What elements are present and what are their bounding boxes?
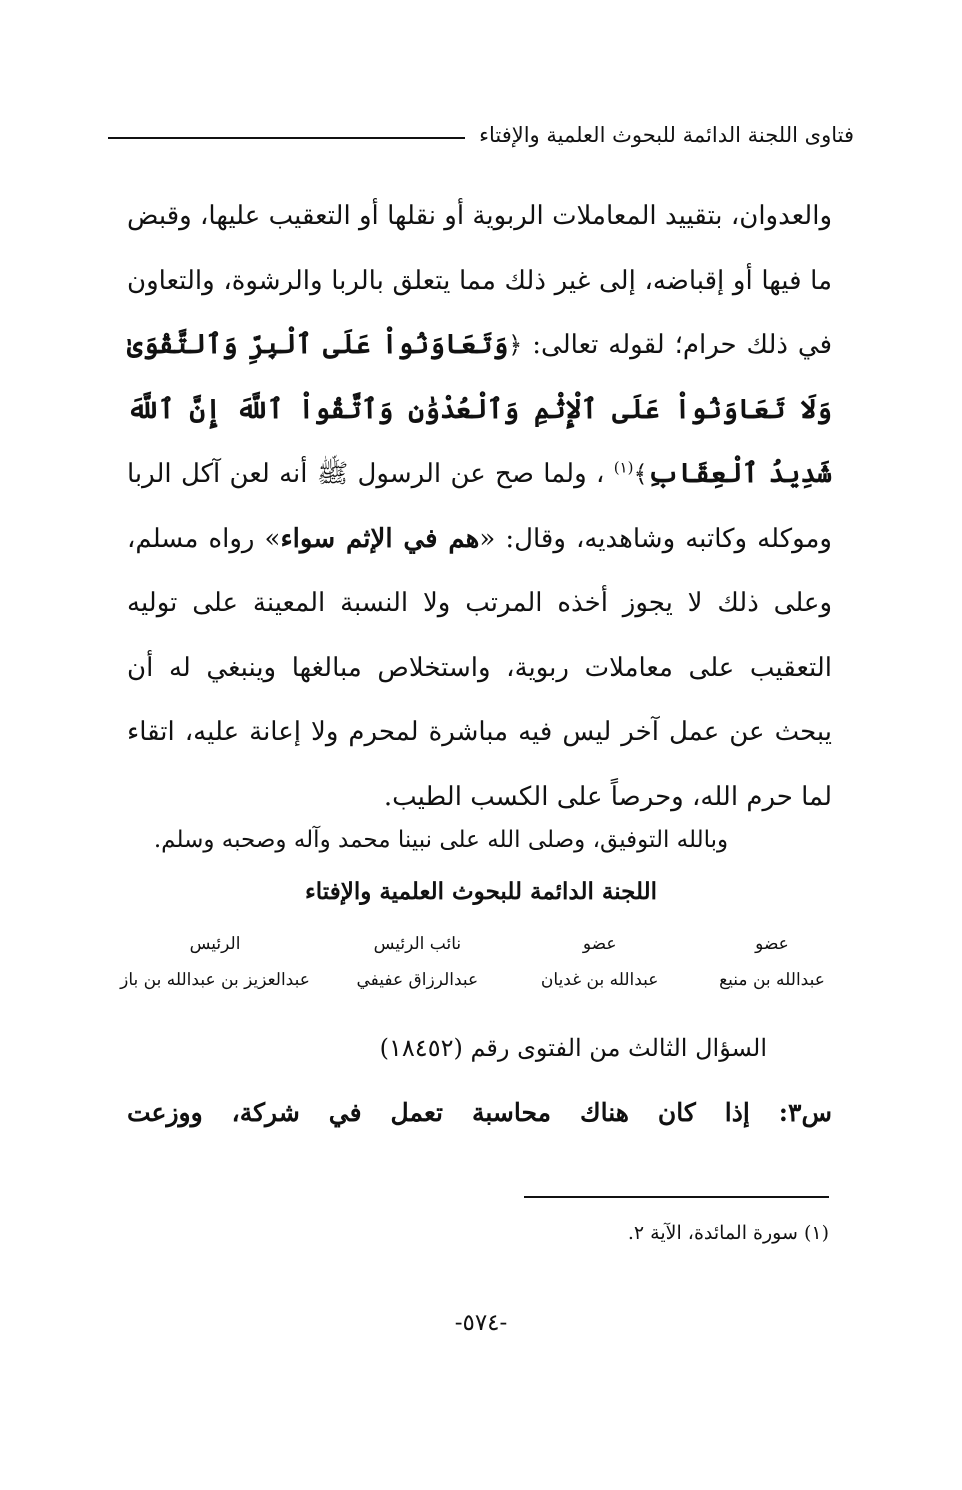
question-heading: السؤال الثالث من الفتوى رقم (١٨٤٥٢) [379, 1034, 767, 1062]
comma: ، [595, 459, 605, 489]
question-text: س٣: إذا كان هناك محاسبة تعمل في شركة، ووزعت [127, 1098, 832, 1127]
answer-paragraph [127, 184, 832, 829]
signatory-names [120, 970, 842, 990]
footnote-reference[interactable]: (١) [613, 458, 634, 477]
signatory-roles [120, 934, 842, 954]
hadith-open-quote: « [479, 523, 496, 554]
role-member-2: عضو [582, 934, 617, 954]
role-president: الرئيس [189, 934, 241, 954]
role-vice-president: نائب الرئيس [373, 934, 462, 954]
running-header [108, 118, 854, 152]
footnote-separator [524, 1196, 829, 1198]
header-rule [108, 137, 465, 139]
answer-rest: رواه مسلم، وعلى ذلك لا يجوز أخذه المرتب ولا النسبة المعينة على توليه التعقيب على معاملات ربوية، واستخلاص مبالغها وينبغي له أن يبحث عن عمل آخر ليس فيه مباشرة لمحرم ولا إعانة عليه، اتقاء لما حرم الله، وحرصاً على الكسب الطيب. [127, 523, 832, 812]
header-title: فتاوى اللجنة الدائمة للبحوث العلمية والإفتاء [479, 123, 854, 147]
page-number: -٥٧٤- [454, 1310, 508, 1336]
answer-line-5: ولما صح عن الرسول ﷺ أنه لعن آكل الربا وموكله وكاتبه وشاهديه، وقال: [127, 459, 832, 554]
quran-verse: وَتَعَاوَنُواْ عَلَى ٱلْبِرِّ وَٱلتَّقْوَىٰ وَلَا تَعَاوَنُواْ عَلَى ٱلْإِثْمِ وَٱلْعُدْوَٰنِ وَٱتَّقُواْ ٱللَّهَ إِنَّ ٱللَّهَ شَدِيدُ ٱلْعِقَابِ [127, 329, 832, 489]
committee-title: اللجنة الدائمة للبحوث العلمية والإفتاء [304, 878, 658, 905]
quran-close-bracket: ﴾ [633, 460, 648, 488]
hadith-quote: هم في الإثم سواء [280, 523, 480, 554]
quran-open-bracket: ﴿ [508, 331, 523, 359]
answer-line-3: والتعاون في ذلك حرام؛ لقوله تعالى: [127, 265, 833, 360]
footnote-text: (١) سورة المائدة، الآية ٢. [627, 1222, 829, 1244]
fatwa-answer-text [127, 184, 832, 829]
answer-line-1: والعدوان، بتقييد المعاملات الربوية أو نقلها أو التعقيب عليها، [200, 201, 833, 231]
name-member-2: عبدالله بن غديان [540, 970, 659, 990]
name-vice-president: عبدالرزاق عفيفي [356, 970, 479, 990]
name-president: عبدالعزيز بن عبدالله بن باز [120, 970, 310, 990]
answer-line-2: وقبض ما فيها أو إقباضه، إلى غير ذلك مما يتعلق بالربا والرشوة، [127, 201, 832, 296]
closing-formula: وبالله التوفيق، وصلى الله على نبينا محمد وآله وصحبه وسلم. [153, 827, 729, 853]
hadith-close-quote: » [264, 523, 281, 554]
role-member-1: عضو [755, 934, 789, 954]
name-member-1: عبدالله بن منيع [719, 970, 825, 990]
